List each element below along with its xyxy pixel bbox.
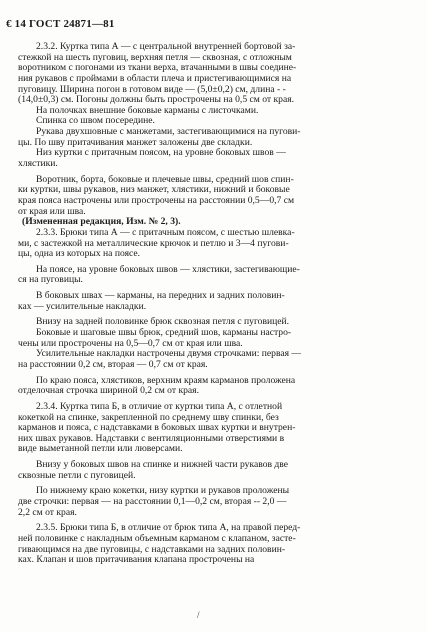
paragraph-2-3-4 bbox=[18, 402, 420, 455]
text-line: В боковых швах — карманы, на передних и задних половин- bbox=[36, 291, 285, 302]
text-line: карманов и пояса, с надставками в боковых швах куртки и внутрен- bbox=[18, 423, 296, 434]
text-line: По нижнему краю кокетки, низу куртки и рукавов проложены bbox=[36, 486, 290, 497]
text-line: ней половинке с накладным объемным карманом с клапаном, застe- bbox=[18, 533, 296, 544]
text-line: ках. Клапан и шов притачивания клапана прострочены на bbox=[18, 555, 255, 566]
text-line: 2.3.4. Куртка типа Б, в отличие от куртки типа А, с отлетной bbox=[36, 401, 283, 412]
text-line: 2.3.5. Брюки типа Б, в отличие от брюк типа А, на правой перед- bbox=[36, 523, 301, 534]
text-line: По краю пояса, хлястиков, верхним краям карманов проложена bbox=[36, 375, 296, 386]
text-line: цы, одна из которых на поясе. bbox=[18, 249, 141, 260]
text-line: ся на пуговицы. bbox=[18, 275, 83, 286]
text-line: Боковые и шаговые швы брюк, средний шов, карманы настро- bbox=[36, 328, 292, 339]
text-line: от края или шва. bbox=[18, 206, 86, 217]
text-line: Усилительные накладки настрочены двумя строчками: первая — bbox=[36, 349, 302, 360]
text-line: виде выметанной петли или люверсами. bbox=[18, 444, 183, 455]
text-line: Воротник, борта, боковые и плечевые швы, средний шов спин- bbox=[36, 174, 294, 185]
text-line: пуговицу. Ширина погон в готовом виде — (5,0±0,2) см, длина - - bbox=[18, 84, 286, 95]
paragraph-back bbox=[18, 116, 420, 127]
text-line: них швах рукавов. Надставки с вентиляционными отверстиями в bbox=[18, 433, 285, 444]
text-line: воротником с погонами из ткани верха, втачанными в швы соедине- bbox=[18, 63, 297, 74]
text-line: на расстоянии 0,2 см, вторая — 0,7 см от края. bbox=[18, 359, 208, 370]
paragraph-reinforcements bbox=[18, 349, 420, 370]
paragraph-vent-loops bbox=[18, 460, 420, 481]
text-line: ния рукавов с проймами в области плеча и пристегивающимися на bbox=[18, 73, 292, 84]
paragraph-2-3-3 bbox=[18, 228, 420, 260]
text-line: Внизу у боковых швов на спинке и нижней части рукавов две bbox=[36, 460, 289, 471]
text-line: На поясе, на уровне боковых швов — хлястики, застегивающие- bbox=[36, 264, 300, 275]
paragraph-inseams bbox=[18, 328, 420, 349]
paragraph-stitching bbox=[18, 376, 420, 397]
revision-note bbox=[18, 217, 420, 228]
text-line: (Измененная редакция, Изм. № 2, 3). bbox=[22, 217, 181, 228]
text-line: (14,0±0,3) см. Погоны должны быть прострочены на 0,5 см от края. bbox=[18, 95, 295, 106]
paragraph-pockets bbox=[18, 106, 420, 117]
text-line: 2.3.2. Куртка типа А — с центральной внутренней бортовой за- bbox=[36, 42, 296, 52]
text-line: Низ куртки с притачным поясом, на уровне боковых швов — bbox=[36, 148, 286, 159]
text-line: чены или прострочены на 0,5—0,7 см от края или шва. bbox=[18, 338, 243, 349]
text-line: ки куртки, швы рукавов, низ манжет, хлястики, нижний и боковые bbox=[18, 185, 290, 196]
paragraph-sleeves bbox=[18, 127, 420, 148]
paragraph-collar bbox=[18, 175, 420, 218]
paragraph-2-3-2 bbox=[18, 42, 420, 106]
text-line: На полочках внешние боковые карманы с листочками. bbox=[36, 105, 259, 116]
text-line: хлястики. bbox=[18, 159, 58, 170]
paragraph-side-seams bbox=[18, 291, 420, 312]
scan-mark: / bbox=[197, 610, 200, 620]
text-line: сквозные петли с пуговицей. bbox=[18, 470, 136, 481]
text-line: две строчки: первая — на расстоянии 0,1—0,2 см, вторая -- 2,0 — bbox=[18, 496, 287, 507]
text-line: Спинка со швом посередине. bbox=[36, 116, 155, 127]
text-line: стежкой на шесть пуговиц, верхняя петля — сквозная, с отложным bbox=[18, 52, 292, 63]
paragraph-back-loop bbox=[18, 317, 420, 328]
text-line: края пояса настрочены или прострочены на расстоянии 0,5—0,7 см bbox=[18, 195, 295, 206]
text-line: Внизу на задней половинке брюк сквозная петля с пуговицей. bbox=[36, 317, 290, 328]
paragraph-bottom bbox=[18, 148, 420, 169]
page-header: € 14 ГОСТ 24871—81 bbox=[6, 18, 115, 30]
text-line: отделочная строчка шириной 0,2 см от края. bbox=[18, 386, 199, 397]
text-line: 2.3.3. Брюки типа А — с притачным поясом, с шестью шлевка- bbox=[36, 227, 295, 238]
text-line: ках — усилительные накладки. bbox=[18, 301, 147, 312]
paragraph-yoke-stitching bbox=[18, 486, 420, 518]
text-line: кокеткой на спинке, закрепленной по среднему шву спинки, без bbox=[18, 412, 279, 423]
paragraph-belt bbox=[18, 265, 420, 286]
text-line: 2,2 см от края. bbox=[18, 507, 77, 518]
text-line: ми, с застежкой на металлические крючок и петлю и 3—4 пугови- bbox=[18, 238, 289, 249]
paragraph-2-3-5 bbox=[18, 523, 420, 566]
text-line: Рукава двухшовные с манжетами, застегивающимися на пугови- bbox=[36, 127, 301, 138]
document-body bbox=[18, 42, 420, 566]
text-line: цы. По шву притачивания манжет заложены две складки. bbox=[18, 137, 253, 148]
text-line: гивающимся на две пуговицы, с надставками на задних половин- bbox=[18, 544, 286, 555]
